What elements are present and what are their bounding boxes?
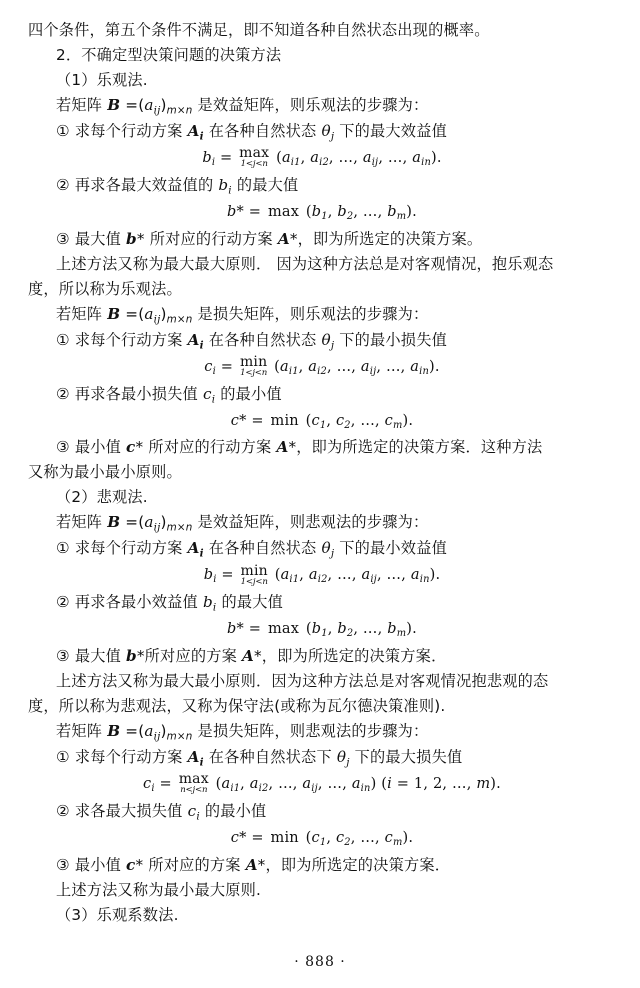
paragraph-line: （1）乐观法. [56, 70, 148, 89]
paragraph-line: 上述方法又称为最大最大原则． 因为这种方法总是对客观情况，抱乐观态 [56, 254, 554, 273]
paragraph-line: ③ 最小值 c* 所对应的行动方案 A*，即为所选定的决策方案．这种方法 [56, 438, 543, 457]
formula-line: $b* = \max (b_1$, $b_2$, …, $b_m$). [227, 621, 417, 640]
formula-line: $c* = \min (c_1$, $c_2$, …, $c_m$). [230, 830, 414, 849]
paragraph-line: ③ 最大值 b*所对应的方案 A*，即为所选定的决策方案． [56, 647, 447, 666]
paragraph-line: ③ 最大值 b* 所对应的行动方案 A*，即为所选定的决策方案。 [56, 229, 483, 248]
paragraph-line: ② 再求各最小损失值 $c_i$ 的最小值 [56, 384, 282, 405]
paragraph-line: ② 再求各最小效益值 $b_i$ 的最大值 [56, 593, 284, 614]
paragraph-line: ② 再求各最大效益值的 $b_i$ 的最大值 [56, 175, 299, 197]
paragraph-line: 上述方法又称为最小最大原则. [56, 880, 262, 899]
formula-line: $b* = \max (b_1$, $b_2$, …, $b_m$). [227, 203, 417, 222]
formula-line: $c* = \min (c_1$, $c_2$, …, $c_m$). [230, 412, 414, 431]
formula-line: $c_i$ = min 1<j<n ($a_{i1}$, $a_{i2}$, …, $a_{ij}$, …, $a_{in}$). [204, 353, 440, 378]
paragraph-line: （3）乐观系数法. [56, 905, 179, 924]
paragraph-line: ② 求各最大损失值 $c_i$ 的最小值 [56, 801, 267, 823]
paragraph-line: 上述方法又称为最大最小原则．因为这种方法总是对客观情况抱悲观的态 [56, 672, 549, 691]
paragraph-line: ③ 最小值 c* 所对应的方案 A*，即为所选定的决策方案． [56, 855, 451, 874]
paragraph-line: ① 求每个行动方案 $A_i$ 在各种自然状态 $\theta_j$ 下的最大效益值 [56, 121, 447, 143]
paragraph-line: 2．不确定型决策问题的决策方法 [56, 45, 282, 64]
paragraph-line: 度，所以称为乐观法。 [28, 279, 182, 298]
formula-line: $c_i$ = max n<j<n ($a_{i1}$, $a_{i2}$, …, $a_{ij}$, …, $a_{in}$) (i = 1, 2, …, m). [143, 771, 501, 796]
paragraph-line: ① 求每个行动方案 $A_i$ 在各种自然状态 $\theta_j$ 下的最小效益值 [56, 539, 447, 560]
formula-line: $b_i$ = min 1<j<n ($a_{i1}$, $a_{i2}$, …, $a_{ij}$, …, $a_{in}$). [203, 562, 441, 587]
text-column [28, 18, 616, 928]
paragraph-line: 若矩阵 $B =(a_{ij})_{m\times n}$ 是效益矩阵，则悲观法的步骤为： [56, 513, 429, 534]
paragraph-line: 四个条件，第五个条件不满足，即不知道各种自然状态出现的概率。 [28, 21, 490, 39]
paragraph-line: 度，所以称为悲观法，又称为保守法(或称为瓦尔德决策准则). [28, 697, 446, 716]
paragraph-line: （2）悲观法. [56, 488, 148, 507]
formula-line: $b_i$ = max 1<j<n ($a_{i1}$, $a_{i2}$, …, $a_{ij}$, …, $a_{in}$). [202, 145, 442, 170]
paragraph-line: ① 求每个行动方案 $A_i$ 在各种自然状态 $\theta_j$ 下的最小损失值 [56, 330, 447, 351]
page-number: · 888 · [294, 954, 346, 970]
paragraph-line: 又称为最小最小原则。 [28, 463, 182, 482]
paragraph-line: 若矩阵 $B =(a_{ij})_{m\times n}$ 是损失矩阵，则乐观法的步骤为： [56, 304, 429, 325]
paragraph-line: 若矩阵 $B =(a_{ij})_{m\times n}$ 是损失矩阵，则悲观法的步骤为： [56, 722, 429, 743]
paragraph-line: 若矩阵 $B =(a_{ij})_{m\times n}$ 是效益矩阵，则乐观法的步骤为： [56, 95, 429, 117]
paragraph-line: ① 求每个行动方案 $A_i$ 在各种自然状态下 $\theta_j$ 下的最大损失值 [56, 748, 463, 769]
